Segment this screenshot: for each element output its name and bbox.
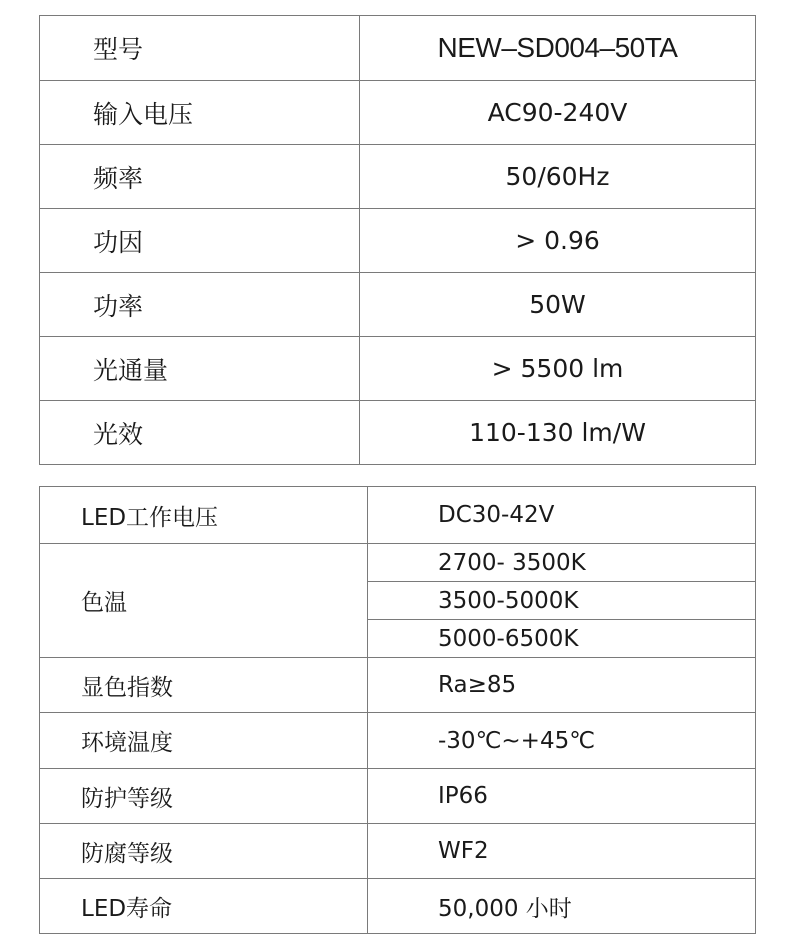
row-value: AC90-240V xyxy=(360,81,756,145)
row-label: 色温 xyxy=(40,544,368,658)
table-row xyxy=(40,209,756,273)
table-row xyxy=(40,824,756,879)
table-row xyxy=(40,544,756,582)
row-label: LED工作电压 xyxy=(40,487,368,544)
row-label: 光通量 xyxy=(40,337,360,401)
row-value: Ra≥85 xyxy=(368,658,756,713)
table-row xyxy=(40,879,756,934)
row-label: LED寿命 xyxy=(40,879,368,934)
row-value: 50/60Hz xyxy=(360,145,756,209)
row-label: 光效 xyxy=(40,401,360,465)
row-value: 50W xyxy=(360,273,756,337)
table-row xyxy=(40,769,756,824)
row-label: 频率 xyxy=(40,145,360,209)
table-row xyxy=(40,145,756,209)
row-value: 2700- 3500K xyxy=(368,544,756,582)
row-value: WF2 xyxy=(368,824,756,879)
row-label: 环境温度 xyxy=(40,713,368,769)
row-label: 型号 xyxy=(40,16,360,81)
row-value: 5000-6500K xyxy=(368,620,756,658)
row-label: 功率 xyxy=(40,273,360,337)
table-row xyxy=(40,81,756,145)
table-row xyxy=(40,337,756,401)
table-row xyxy=(40,16,756,81)
spec-table-electrical xyxy=(39,15,756,465)
row-label: 功因 xyxy=(40,209,360,273)
table-row xyxy=(40,658,756,713)
row-label: 防护等级 xyxy=(40,769,368,824)
row-value: 3500-5000K xyxy=(368,582,756,620)
row-label: 防腐等级 xyxy=(40,824,368,879)
row-value: DC30-42V xyxy=(368,487,756,544)
table-row xyxy=(40,401,756,465)
table-row xyxy=(40,713,756,769)
table-row xyxy=(40,487,756,544)
row-value: > 5500 lm xyxy=(360,337,756,401)
row-value: 110-130 lm/W xyxy=(360,401,756,465)
spec-table-led xyxy=(39,486,756,934)
row-value: IP66 xyxy=(368,769,756,824)
row-value: -30℃~+45℃ xyxy=(368,713,756,769)
row-label: 显色指数 xyxy=(40,658,368,713)
table-row xyxy=(40,273,756,337)
row-label: 输入电压 xyxy=(40,81,360,145)
row-value: NEW–SD004–50TA xyxy=(360,16,756,81)
row-value: > 0.96 xyxy=(360,209,756,273)
row-value: 50,000 小时 xyxy=(368,879,756,934)
